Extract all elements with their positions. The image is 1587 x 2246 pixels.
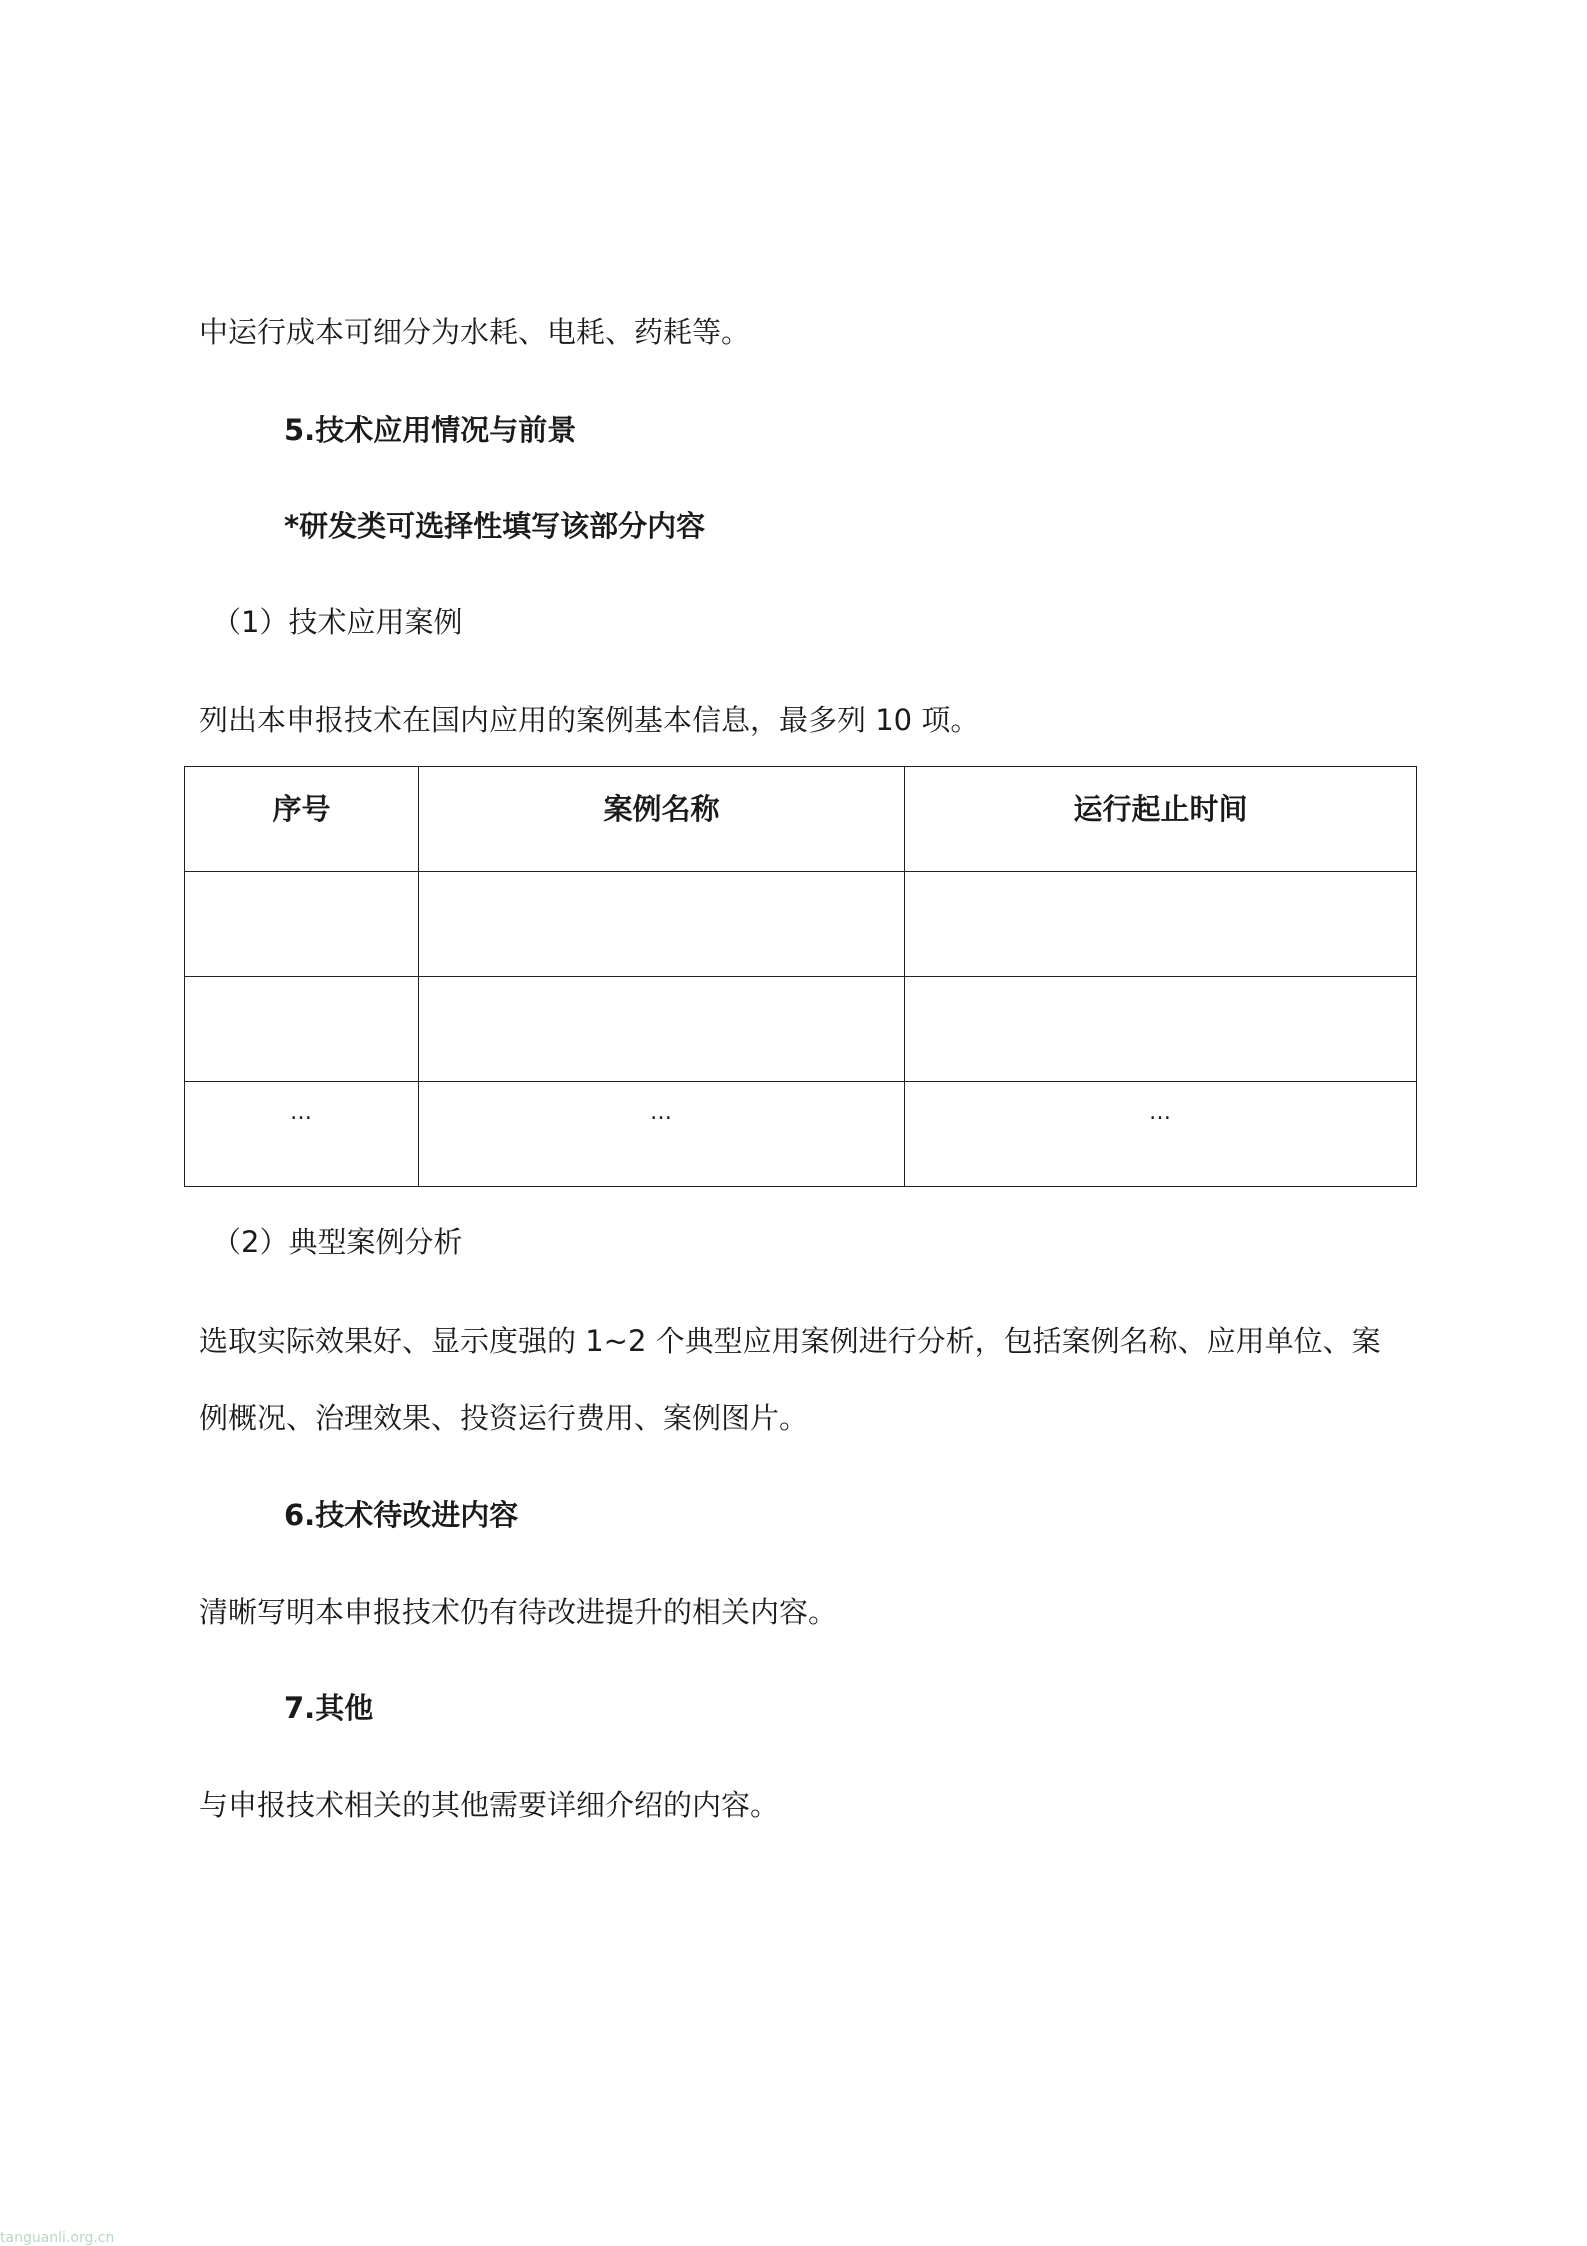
section-heading-7: 7.其他 [284, 1691, 374, 1725]
paragraph-case-list: 列出本申报技术在国内应用的案例基本信息，最多列 10 项。 [199, 703, 980, 737]
table-cell [185, 872, 419, 977]
table-cell: … [419, 1082, 905, 1187]
section-note: *研发类可选择性填写该部分内容 [284, 509, 706, 543]
header-cell-run-period: 运行起止时间 [905, 767, 1417, 872]
table-row [185, 1082, 1417, 1187]
paragraph-typical-case-line2: 例概况、治理效果、投资运行费用、案例图片。 [199, 1401, 809, 1435]
table-row [185, 872, 1417, 977]
case-table [184, 766, 1417, 1187]
table-cell [419, 872, 905, 977]
table-cell [905, 977, 1417, 1082]
subsection-heading-1: （1）技术应用案例 [212, 605, 463, 639]
table-cell [419, 977, 905, 1082]
paragraph-operating-cost: 中运行成本可细分为水耗、电耗、药耗等。 [199, 315, 751, 349]
table-cell [185, 977, 419, 1082]
watermark-text: tanguanli.org.cn [0, 2230, 115, 2246]
paragraph-improvements: 清晰写明本申报技术仍有待改进提升的相关内容。 [199, 1595, 838, 1629]
table-row [185, 977, 1417, 1082]
paragraph-typical-case-line1: 选取实际效果好、显示度强的 1~2 个典型应用案例进行分析，包括案例名称、应用单位、案 [199, 1324, 1381, 1358]
subsection-heading-2: （2）典型案例分析 [212, 1225, 463, 1259]
table-header-row [185, 767, 1417, 872]
table-cell: … [905, 1082, 1417, 1187]
section-heading-6: 6.技术待改进内容 [284, 1498, 519, 1532]
table-cell [905, 872, 1417, 977]
paragraph-other: 与申报技术相关的其他需要详细介绍的内容。 [199, 1788, 780, 1822]
table-cell: … [185, 1082, 419, 1187]
section-heading-5: 5.技术应用情况与前景 [284, 413, 577, 447]
header-cell-index: 序号 [185, 767, 419, 872]
header-cell-case-name: 案例名称 [419, 767, 905, 872]
